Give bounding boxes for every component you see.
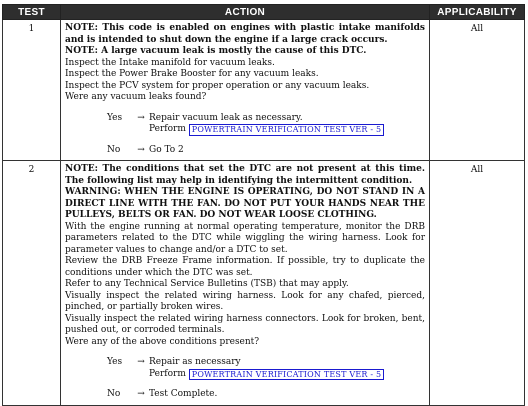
result-options [107, 357, 425, 401]
diagnostic-table-container [2, 4, 524, 406]
step-text: Inspect the Intake manifold for vacuum leaks. [65, 57, 275, 68]
no-label: No [107, 389, 121, 399]
header-test: TEST [3, 5, 61, 20]
perform-label: Perform [149, 368, 186, 379]
verification-test-link[interactable]: POWERTRAIN VERIFICATION TEST VER - 5 [189, 369, 385, 381]
yes-text: Repair as necessary [149, 357, 241, 367]
table-row [3, 20, 525, 161]
arrow-icon: → [137, 112, 145, 123]
action-cell [61, 20, 430, 161]
test-number: 2 [3, 161, 61, 406]
no-option [107, 145, 425, 157]
step-text: Inspect the Power Brake Booster for any vacuum leaks. [65, 69, 319, 79]
yes-perform-line [107, 369, 425, 381]
yes-option [107, 113, 425, 125]
question-text: Were any of the above conditions present? [65, 336, 260, 347]
applicability-value: All [430, 20, 525, 161]
step-text: With the engine running at normal operating temperature, monitor the DRB parameters related to the DTC while wiggling the wiring harness. Look for parameter values to change and/or a DTC to set. [65, 221, 425, 255]
note-text: NOTE: The conditions that set the DTC are not present at this time. The following list may help in identifying the intermittent condition. [65, 164, 425, 186]
result-options [107, 113, 425, 157]
diagnostic-test-table [2, 4, 525, 406]
test-number: 1 [3, 20, 61, 161]
note-text: NOTE: This code is enabled on engines with plastic intake manifolds and is intended to shut down the engine if a large crack occurs. [65, 23, 425, 45]
arrow-icon: → [137, 389, 145, 399]
applicability-value: All [430, 161, 525, 406]
step-text: Review the DRB Freeze Frame information. If possible, try to duplicate the conditions under which the DTC was set. [65, 256, 425, 278]
header-action: ACTION [61, 5, 430, 20]
step-text: Visually inspect the related wiring harness connectors. Look for broken, bent, pushed out, or corroded terminals. [65, 313, 425, 335]
yes-label: Yes [107, 357, 123, 367]
yes-option [107, 357, 425, 369]
yes-label: Yes [107, 112, 123, 123]
yes-perform-line [107, 124, 425, 136]
step-text: Refer to any Technical Service Bulletins (TSB) that may apply. [65, 279, 349, 289]
arrow-icon: → [137, 357, 145, 367]
question-text: Were any vacuum leaks found? [65, 92, 207, 102]
perform-label: Perform [149, 124, 186, 134]
arrow-icon: → [137, 144, 145, 155]
header-applicability: APPLICABILITY [430, 5, 525, 20]
warning-text: WARNING: WHEN THE ENGINE IS OPERATING, DO NOT STAND IN A DIRECT LINE WITH THE FAN. DO NOT PUT YOUR HANDS NEAR THE PULLEYS, BELTS OR FAN. DO NOT WEAR LOOSE CLOTHING. [65, 187, 425, 220]
table-header-row [3, 5, 525, 20]
no-text: Go To 2 [149, 144, 184, 155]
step-text: Inspect the PCV system for proper operation or any vacuum leaks. [65, 80, 370, 91]
verification-test-link[interactable]: POWERTRAIN VERIFICATION TEST VER - 5 [189, 124, 385, 136]
note-text: NOTE: A large vacuum leak is mostly the cause of this DTC. [65, 46, 367, 56]
table-row [3, 161, 525, 406]
no-text: Test Complete. [149, 389, 218, 399]
no-label: No [107, 144, 121, 155]
step-text: Visually inspect the related wiring harness. Look for any chafed, pierced, pinched, or partially broken wires. [65, 290, 425, 312]
action-cell [61, 161, 430, 406]
no-option [107, 389, 425, 401]
yes-text: Repair vacuum leak as necessary. [149, 112, 303, 123]
